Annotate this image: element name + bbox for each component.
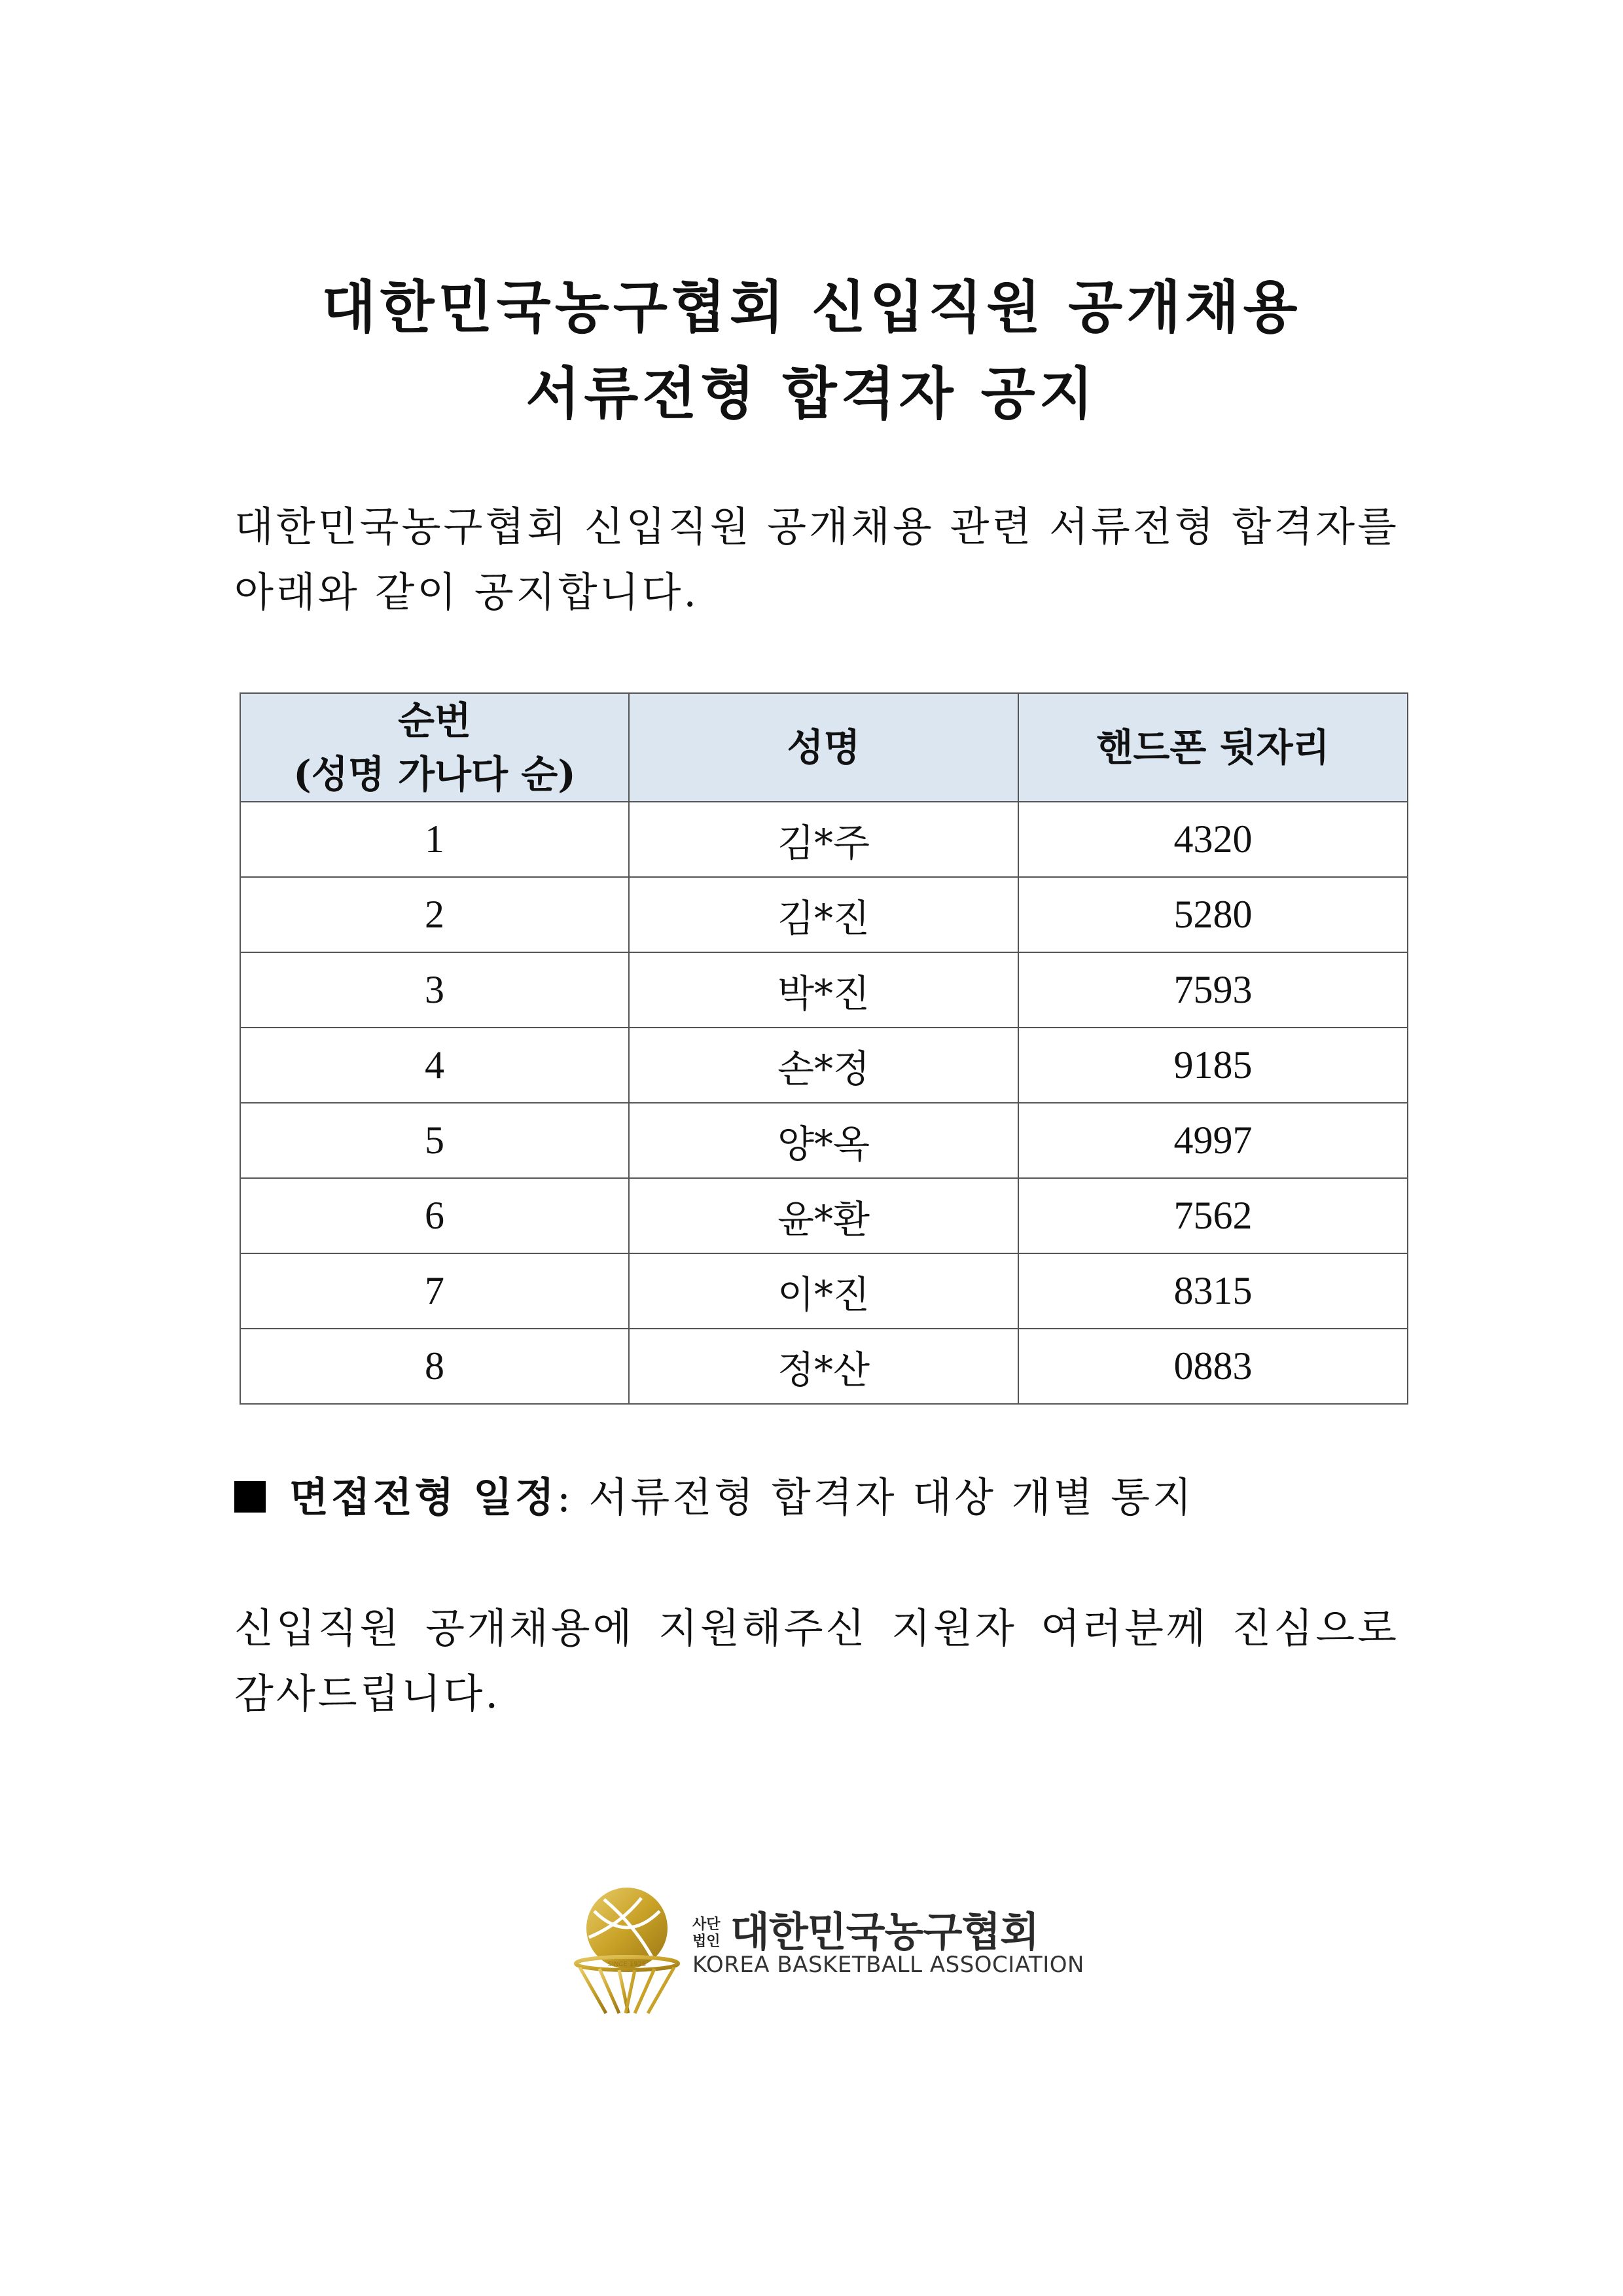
table-row	[240, 802, 1408, 877]
header-order	[240, 693, 629, 802]
cell-order: 7	[240, 1253, 629, 1329]
header-phone: 핸드폰 뒷자리	[1018, 693, 1408, 802]
cell-phone: 4320	[1018, 802, 1408, 877]
cell-order: 8	[240, 1329, 629, 1404]
thanks-paragraph: 신입직원 공개채용에 지원해주신 지원자 여러분께 진심으로 감사드립니다.	[234, 1604, 1399, 1717]
basketball-emblem-icon	[568, 1885, 686, 2016]
cell-phone: 4997	[1018, 1103, 1408, 1178]
cell-name: 정*산	[629, 1329, 1018, 1404]
cell-phone: 9185	[1018, 1028, 1408, 1103]
table-row	[240, 1028, 1408, 1103]
cell-order: 3	[240, 952, 629, 1028]
table-row	[240, 1329, 1408, 1404]
cell-phone: 5280	[1018, 877, 1408, 952]
intro-paragraph: 대한민국농구협회 신입직원 공개채용 관련 서류전형 합격자를 아래와 같이 공지합니다.	[234, 503, 1399, 616]
table-row	[240, 952, 1408, 1028]
cell-name: 손*정	[629, 1028, 1018, 1103]
applicant-table	[240, 692, 1408, 1405]
header-name: 성명	[629, 693, 1018, 802]
logo-org-english: KOREA BASKETBALL ASSOCIATION	[692, 1952, 1084, 1978]
table-row	[240, 1253, 1408, 1329]
emblem-since-text: SINCE 1925	[607, 1961, 647, 1968]
table-header-row	[240, 693, 1408, 802]
cell-order: 2	[240, 877, 629, 952]
logo-org-name: 대한민국농구협회	[730, 1908, 1039, 1956]
header-order-line1: 순번	[397, 698, 472, 743]
cell-order: 6	[240, 1178, 629, 1253]
schedule-label: 면접전형 일정	[289, 1473, 557, 1521]
cell-name: 양*옥	[629, 1103, 1018, 1178]
cell-phone: 8315	[1018, 1253, 1408, 1329]
logo-corp-line2: 법인	[692, 1933, 721, 1950]
cell-phone: 7562	[1018, 1178, 1408, 1253]
square-bullet-icon	[234, 1481, 266, 1513]
cell-name: 김*주	[629, 802, 1018, 877]
cell-phone: 7593	[1018, 952, 1408, 1028]
cell-name: 박*진	[629, 952, 1018, 1028]
cell-phone: 0883	[1018, 1329, 1408, 1404]
table-row	[240, 877, 1408, 952]
table-row	[240, 1103, 1408, 1178]
title-line2: 서류전형 합격자 공지	[526, 361, 1097, 427]
table-body	[240, 802, 1408, 1404]
schedule-text: : 서류전형 합격자 대상 개별 통지	[556, 1473, 1194, 1521]
interview-schedule	[234, 1465, 1194, 1523]
logo-corp-type	[692, 1916, 721, 1950]
kba-logo	[568, 1885, 1084, 2016]
logo-corp-line1: 사단	[692, 1916, 721, 1933]
table-row	[240, 1178, 1408, 1253]
header-order-line2: (성명 가나다 순)	[293, 752, 576, 797]
title-line1: 대한민국농구협회 신입직원 공개채용	[321, 274, 1302, 340]
cell-order: 4	[240, 1028, 629, 1103]
cell-name: 김*진	[629, 877, 1018, 952]
cell-name: 윤*환	[629, 1178, 1018, 1253]
cell-name: 이*진	[629, 1253, 1018, 1329]
cell-order: 5	[240, 1103, 629, 1178]
cell-order: 1	[240, 802, 629, 877]
